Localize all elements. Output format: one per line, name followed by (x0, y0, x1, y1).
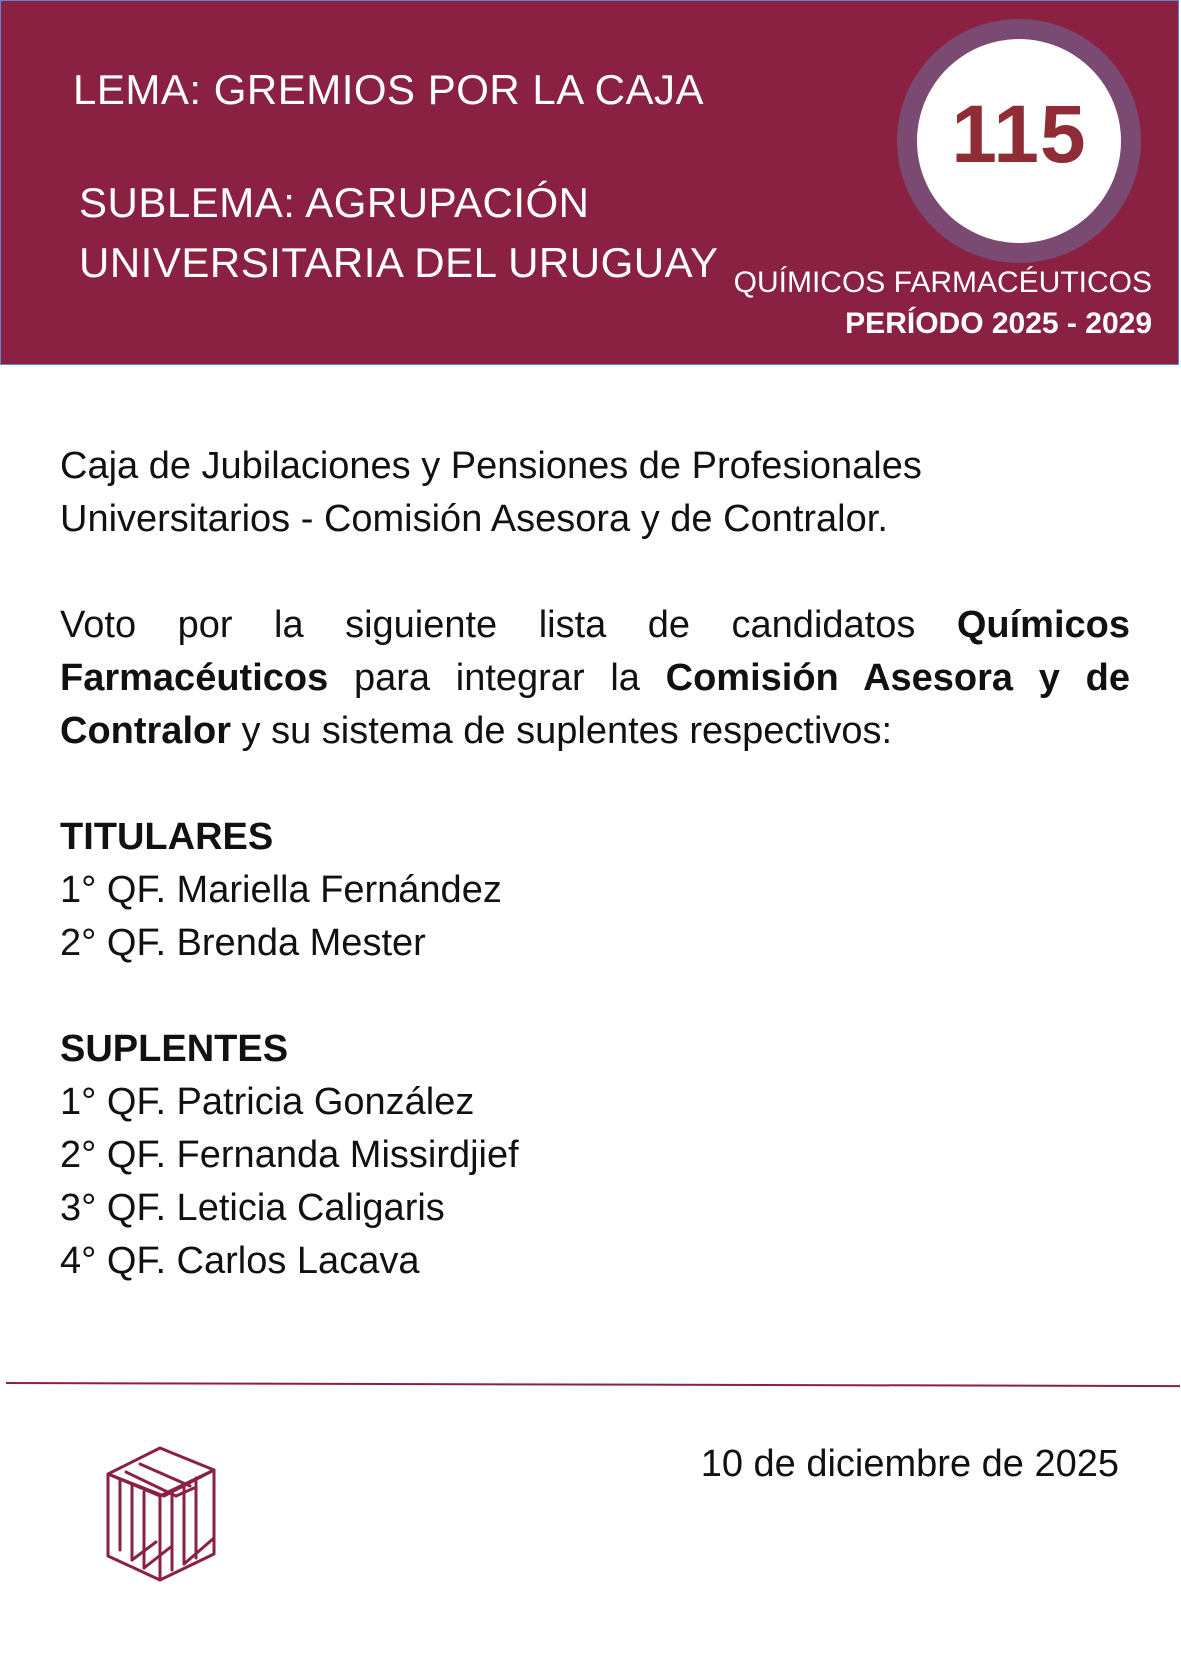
suplentes-section (60, 1023, 1130, 1288)
institution-text (60, 440, 1130, 546)
box-maze-logo-icon (102, 1442, 220, 1582)
institution-line-1: Caja de Jubilaciones y Pensiones de Profesionales (60, 445, 922, 487)
titulares-title: TITULARES (60, 816, 274, 858)
suplente-candidate: 1° QF. Patricia González (60, 1081, 475, 1123)
titulares-section (60, 811, 1130, 970)
list-number-badge (897, 19, 1141, 263)
profession-label: QUÍMICOS FARMACÉUTICOS (733, 266, 1152, 299)
ballot-body (60, 440, 1130, 1288)
suplente-candidate: 2° QF. Fernanda Missirdjief (60, 1134, 519, 1176)
vote-statement (60, 599, 1130, 758)
vote-text-3: y su sistema de suplentes respectivos: (231, 710, 893, 752)
titular-candidate: 2° QF. Brenda Mester (60, 922, 426, 964)
vote-text-1: Voto por la siguiente lista de candidatos (60, 604, 957, 646)
vote-bold-profession: Químicos Farmacéuticos (60, 604, 1130, 699)
period-label: PERÍODO 2025 - 2029 (845, 307, 1152, 340)
vote-text-2: para integrar la (328, 657, 666, 699)
sublema-heading (79, 173, 719, 293)
vote-bold-commission: Comisión Asesora y de Contralor (60, 657, 1130, 752)
suplente-candidate: 4° QF. Carlos Lacava (60, 1240, 420, 1282)
suplentes-title: SUPLENTES (60, 1028, 289, 1070)
suplente-candidate: 3° QF. Leticia Caligaris (60, 1187, 445, 1229)
election-date: 10 de diciembre de 2025 (700, 1443, 1119, 1485)
list-number: 115 (951, 89, 1087, 180)
sublema-line-1: SUBLEMA: AGRUPACIÓN (79, 179, 590, 226)
titular-candidate: 1° QF. Mariella Fernández (60, 869, 502, 911)
sublema-line-2: UNIVERSITARIA DEL URUGUAY (79, 239, 719, 286)
lema-heading: LEMA: GREMIOS POR LA CAJA (73, 66, 704, 113)
footer-divider (6, 1382, 1180, 1387)
institution-line-2: Universitarios - Comisión Asesora y de Contralor. (60, 498, 888, 540)
ballot-header (0, 0, 1179, 365)
list-number-circle (917, 39, 1121, 243)
